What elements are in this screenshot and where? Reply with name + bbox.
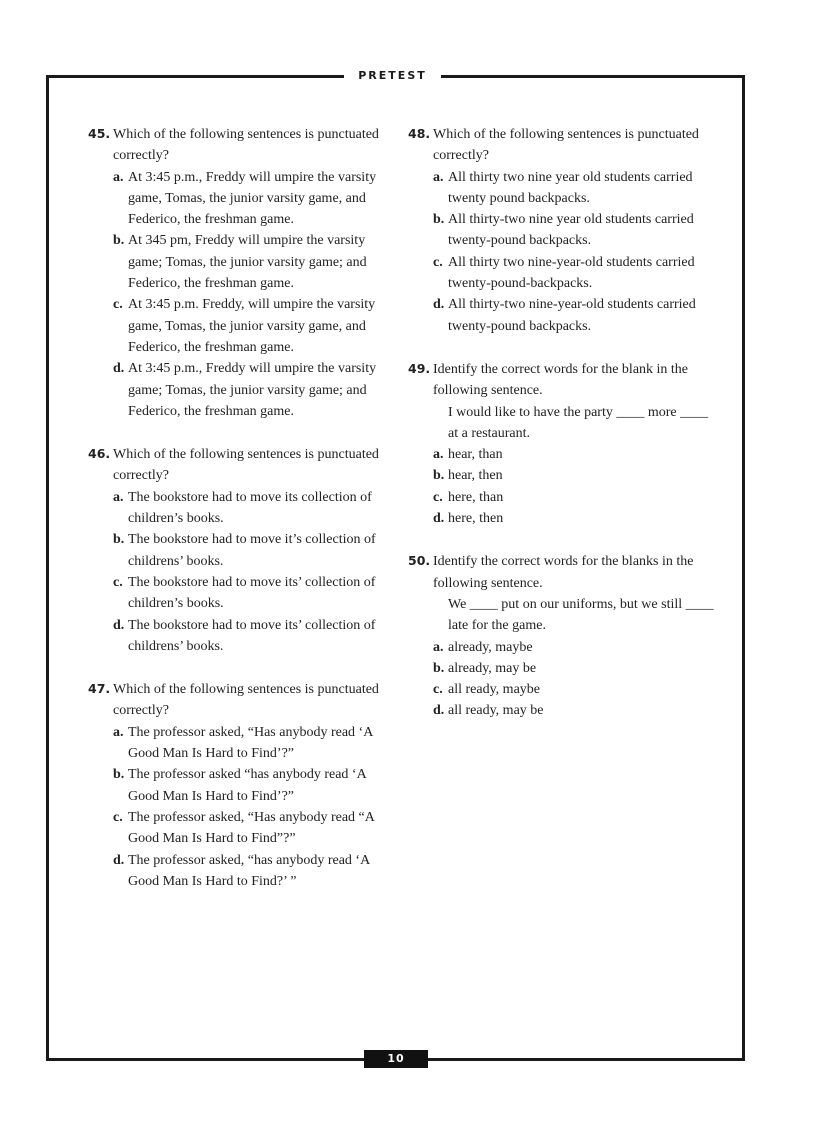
answer-option[interactable]	[88, 807, 388, 850]
section-header: PRETEST	[358, 69, 427, 82]
option-letter: b.	[113, 233, 125, 249]
question-stem	[408, 123, 718, 167]
option-text: all ready, may be	[448, 703, 544, 719]
question-text: Which of the following sentences is punctuated correctly?	[113, 682, 379, 719]
question-number: 50.	[408, 553, 431, 569]
question-number: 45.	[88, 126, 111, 141]
answer-option[interactable]	[88, 230, 388, 294]
frame-right-rule	[742, 75, 745, 1061]
question-47	[88, 678, 388, 892]
answer-option[interactable]	[88, 572, 388, 615]
option-text: The bookstore had to move its collection of children’s books.	[128, 489, 372, 527]
option-letter: d.	[113, 361, 125, 377]
option-text: already, may be	[448, 660, 537, 676]
question-50	[408, 550, 718, 721]
question-number: 47.	[88, 681, 111, 697]
answer-option[interactable]	[408, 679, 718, 700]
answer-option[interactable]	[408, 167, 718, 210]
option-letter: a.	[113, 169, 124, 185]
frame-bottom-right-rule	[428, 1058, 745, 1061]
question-stem	[408, 358, 718, 402]
option-letter: c.	[113, 574, 123, 590]
answer-option[interactable]	[88, 167, 388, 231]
option-letter: a.	[433, 169, 444, 185]
option-text: hear, than	[448, 447, 503, 463]
question-stem	[88, 678, 388, 722]
option-text: All thirty-two nine-year-old students carried twenty-pound backpacks.	[448, 297, 696, 334]
frame-left-rule	[46, 75, 49, 1061]
option-letter: d.	[113, 617, 125, 633]
answer-option[interactable]	[88, 487, 388, 530]
option-text: All thirty-two nine year old students carried twenty-pound backpacks.	[448, 212, 694, 249]
option-text: The professor asked, “Has anybody read “A Good Man Is Hard to Find”?”	[128, 809, 375, 847]
option-letter: a.	[113, 489, 124, 505]
option-letter: d.	[433, 511, 445, 527]
answer-option[interactable]	[408, 252, 718, 295]
option-letter: a.	[433, 447, 444, 463]
answer-option[interactable]	[88, 764, 388, 807]
option-letter: a.	[113, 724, 124, 740]
option-letter: c.	[113, 297, 123, 313]
answer-option[interactable]	[408, 508, 718, 529]
option-text: The professor asked “has anybody read ‘A Good Man Is Hard to Find’?”	[128, 767, 366, 804]
option-text: All thirty two nine-year-old students carried twenty-pound-backpacks.	[448, 254, 695, 292]
option-letter: d.	[433, 703, 445, 719]
option-text: At 3:45 p.m., Freddy will umpire the varsity game, Tomas, the junior varsity game, and Federico, the freshman game.	[128, 169, 377, 228]
question-text: Which of the following sentences is punctuated correctly?	[113, 447, 379, 484]
answer-option[interactable]	[408, 637, 718, 658]
option-text: here, than	[448, 489, 504, 505]
question-46	[88, 443, 388, 657]
question-prompt: I would like to have the party ____ more ____ at a restaurant.	[448, 404, 709, 441]
frame-top-right-rule	[441, 75, 745, 78]
option-text: All thirty two nine year old students carried twenty pound backpacks.	[448, 169, 693, 206]
question-text: Which of the following sentences is punctuated correctly?	[433, 127, 699, 164]
option-letter: d.	[113, 852, 125, 868]
option-letter: a.	[433, 639, 444, 655]
question-number: 48.	[408, 126, 431, 141]
option-letter: b.	[433, 212, 445, 228]
answer-option[interactable]	[88, 850, 388, 893]
answer-option[interactable]	[88, 294, 388, 358]
option-letter: d.	[433, 297, 445, 313]
frame-bottom-left-rule	[46, 1058, 364, 1061]
option-text: At 3:45 p.m. Freddy, will umpire the varsity game, Tomas, the junior varsity game, and Federico, the freshman game.	[128, 297, 376, 355]
option-text: The bookstore had to move its’ collection of children’s books.	[128, 574, 376, 612]
answer-option[interactable]	[408, 209, 718, 252]
left-column	[88, 123, 388, 913]
option-text: At 3:45 p.m., Freddy will umpire the varsity game; Tomas, the junior varsity game; and Federico, the freshman game.	[128, 361, 377, 419]
question-stem	[408, 550, 718, 594]
question-text: Identify the correct words for the blank in the following sentence.	[433, 361, 689, 399]
answer-option[interactable]	[408, 444, 718, 465]
option-text: The professor asked, “Has anybody read ‘A Good Man Is Hard to Find’?”	[128, 724, 373, 762]
answer-option[interactable]	[408, 658, 718, 679]
answer-option[interactable]	[88, 722, 388, 765]
question-number: 46.	[88, 446, 111, 462]
option-text: hear, then	[448, 468, 503, 484]
option-letter: b.	[433, 468, 445, 484]
page-number: 10	[364, 1050, 428, 1068]
option-text: all ready, maybe	[448, 682, 540, 698]
answer-option[interactable]	[88, 615, 388, 658]
question-stem	[88, 123, 388, 167]
question-45	[88, 123, 388, 422]
answer-option[interactable]	[408, 294, 718, 337]
option-letter: b.	[113, 532, 125, 548]
question-text: Identify the correct words for the blanks in the following sentence.	[433, 554, 694, 591]
answer-option[interactable]	[408, 465, 718, 486]
question-text: Which of the following sentences is punctuated correctly?	[113, 127, 379, 164]
answer-option[interactable]	[88, 358, 388, 422]
answer-option[interactable]	[408, 487, 718, 508]
option-letter: c.	[433, 254, 443, 270]
option-text: At 345 pm, Freddy will umpire the varsity game; Tomas, the junior varsity game; and Federico, the freshman game.	[128, 233, 367, 292]
question-stem	[88, 443, 388, 487]
question-49	[408, 358, 718, 529]
option-text: The bookstore had to move it’s collection of childrens’ books.	[128, 532, 376, 569]
option-letter: b.	[433, 660, 445, 676]
option-text: already, maybe	[448, 639, 533, 655]
question-number: 49.	[408, 360, 431, 376]
option-letter: c.	[433, 489, 443, 505]
option-text: here, then	[448, 511, 504, 527]
right-column	[408, 123, 718, 743]
option-text: The bookstore had to move its’ collection of childrens’ books.	[128, 617, 376, 654]
option-text: The professor asked, “has anybody read ‘A Good Man Is Hard to Find?’ ”	[128, 852, 370, 889]
option-letter: b.	[113, 767, 125, 783]
answer-option[interactable]	[88, 529, 388, 572]
option-letter: c.	[433, 682, 443, 698]
question-prompt: We ____ put on our uniforms, but we still ____ late for the game.	[448, 596, 714, 634]
question-48	[408, 123, 718, 337]
option-letter: c.	[113, 809, 123, 825]
frame-top-left-rule	[46, 75, 344, 78]
answer-option[interactable]	[408, 700, 718, 721]
